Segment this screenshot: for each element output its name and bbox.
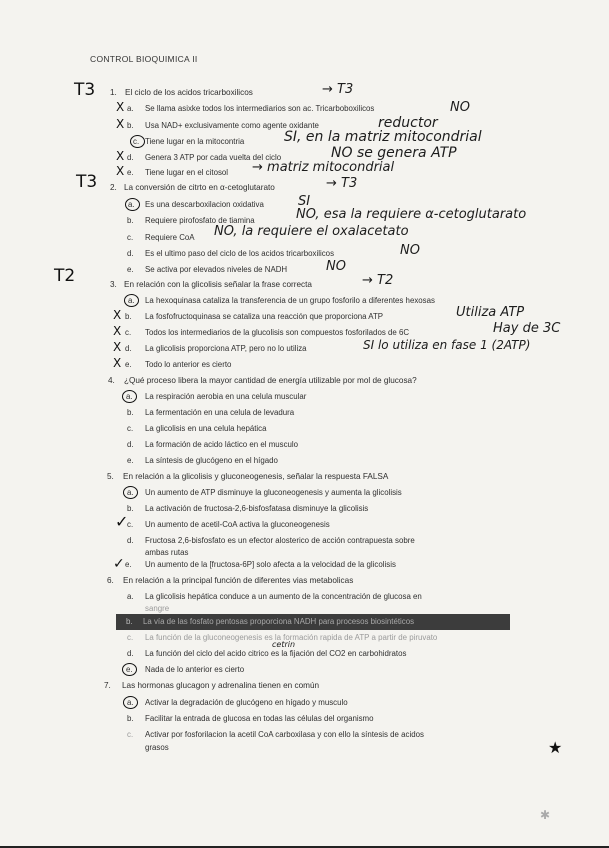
option-text: Nada de lo anterior es cierto	[145, 665, 245, 674]
option-text: La glicolisis proporciona ATP, pero no lo utiliza	[145, 344, 307, 353]
option-letter: e.	[127, 168, 134, 177]
topic-tag-q2: T3	[76, 172, 98, 192]
option-text: La hexoquinasa cataliza la transferencia de un grupo fosforilo a diferentes hexosas	[145, 296, 435, 305]
handwritten-note: → T2	[362, 273, 394, 288]
question-text: En relación con la glicolisis señalar la frase correcta	[124, 280, 312, 289]
option-text: Es el ultimo paso del ciclo de los acidos tricarboxilicos	[145, 249, 335, 258]
option-text: Activar la degradación de glucógeno en hígado y musculo	[145, 698, 348, 707]
star-doodle-faint: ✱	[540, 808, 551, 822]
option-text: Se activa por elevados niveles de NADH	[145, 265, 288, 274]
option-text-continuation: sangre	[145, 604, 170, 613]
option-text: La glicolisis en una celula hepática	[145, 424, 267, 433]
option-letter: d.	[127, 649, 134, 658]
question-text: En relación a la principal función de diferentes vias metabolicas	[123, 576, 354, 585]
option-letter: c.	[127, 730, 134, 739]
option-text: Facilitar la entrada de glucosa en todas las células del organismo	[145, 714, 374, 723]
option-letter: b.	[127, 714, 134, 723]
option-text: Un aumento de acetil-CoA activa la gluconeogenesis	[145, 520, 330, 529]
option-letter: b.	[127, 408, 134, 417]
question-number: 1.	[110, 88, 117, 97]
question-text: Las hormonas glucagon y adrenalina tienen en común	[122, 681, 320, 690]
option-letter: d.	[127, 536, 134, 545]
exam-title: CONTROL BIOQUIMICA II	[90, 54, 198, 64]
cross-mark: X	[116, 164, 125, 178]
option-text: Tiene lugar en la mitocontria	[145, 137, 245, 146]
handwritten-note: cetrin	[272, 640, 296, 649]
star-doodle: ★	[548, 740, 563, 757]
check-mark: ✓	[115, 512, 129, 531]
option-text: Genera 3 ATP por cada vuelta del ciclo	[145, 153, 282, 162]
handwritten-note: NO	[400, 243, 420, 258]
handwritten-note: SI lo utiliza en fase 1 (2ATP)	[363, 338, 531, 352]
option-text: La síntesis de glucógeno en el hígado	[145, 456, 278, 465]
cross-mark: X	[113, 340, 122, 354]
option-text: La activación de fructosa-2,6-bisfosfatasa disminuye la glicolisis	[145, 504, 369, 513]
option-letter: c.	[127, 633, 134, 642]
question-number: 7.	[104, 681, 111, 690]
option-letter: c.	[125, 328, 132, 337]
option-letter: a.	[128, 200, 135, 209]
cross-mark: X	[113, 324, 122, 338]
handwritten-note: Hay de 3C	[493, 321, 561, 336]
question-number: 2.	[110, 183, 117, 192]
question-text: El ciclo de los acidos tricarboxilicos	[125, 88, 253, 97]
handwritten-note: NO, esa la requiere α-cetoglutarato	[296, 207, 527, 222]
option-text: La formación de acido láctico en el musculo	[145, 440, 299, 449]
option-letter: d.	[127, 153, 134, 162]
page-bottom-edge	[0, 846, 609, 848]
handwritten-note: SI, en la matriz mitocondrial	[284, 129, 482, 145]
option-letter: b.	[127, 121, 134, 130]
question-number: 6.	[107, 576, 114, 585]
option-text: Usa NAD+ exclusivamente como agente oxidante	[145, 121, 319, 130]
cross-mark: X	[116, 117, 125, 131]
option-letter: d.	[125, 344, 132, 353]
option-text: Requiere pirofosfato de tiamina	[145, 216, 255, 225]
option-letter: c.	[133, 137, 140, 146]
option-text: La función del ciclo del acido citrico es la fijación del CO2 en carbohidratos	[145, 649, 407, 658]
handwritten-note: NO	[450, 100, 470, 115]
handwritten-note: NO	[326, 259, 346, 274]
option-letter: b.	[125, 312, 132, 321]
option-text: Un aumento de la [fructosa-6P] solo afecta a la velocidad de la glicolisis	[145, 560, 396, 569]
handwritten-note: Utiliza ATP	[456, 305, 525, 320]
question-text: La conversión de citrto en α-cetoglutarato	[124, 183, 275, 192]
option-letter: d.	[127, 440, 134, 449]
cross-mark: X	[113, 356, 122, 370]
option-letter: b.	[127, 216, 134, 225]
option-text: Requiere CoA	[145, 233, 195, 242]
question-number: 5.	[107, 472, 114, 481]
option-text: La fermentación en una celula de levadura	[145, 408, 295, 417]
option-letter: d.	[127, 249, 134, 258]
check-mark: ✓	[113, 556, 125, 572]
option-text: La respiración aerobia en una celula muscular	[145, 392, 307, 401]
handwritten-note: SI	[298, 194, 311, 209]
question-text: ¿Qué proceso libera la mayor cantidad de energía utilizable por mol de glucosa?	[124, 376, 417, 385]
option-letter: b.	[127, 504, 134, 513]
option-letter: a.	[127, 104, 134, 113]
option-letter: b.	[126, 617, 133, 626]
option-text: Se llama asixke todos los intermediarios son ac. Tricarboboxilicos	[145, 104, 375, 113]
handwritten-note: reductor	[378, 115, 438, 131]
handwritten-note: NO, la requiere el oxalacetato	[214, 224, 409, 239]
question-text: En relación a la glicolisis y gluconeogenesis, señalar la respuesta FALSA	[123, 472, 389, 481]
handwritten-note: → matriz mitocondrial	[252, 160, 395, 175]
option-text: Todo lo anterior es cierto	[145, 360, 232, 369]
option-text: Es una descarboxilacion oxidativa	[145, 200, 264, 209]
cross-mark: X	[116, 100, 125, 114]
option-text: Fructosa 2,6-bisfosfato es un efector alosterico de acción contrapuesta sobre	[145, 536, 415, 545]
option-text: Todos los intermediarios de la glucolisis son compuestos fosforilados de 6C	[145, 328, 410, 337]
option-text: Tiene lugar en el citosol	[145, 168, 229, 177]
option-text: Activar por fosforilacion la acetil CoA carboxilasa y con ello la síntesis de acidos	[145, 730, 424, 739]
option-letter: e.	[127, 456, 134, 465]
handwritten-note: NO se genera ATP	[331, 145, 457, 161]
cross-mark: X	[116, 149, 125, 163]
option-letter: a.	[127, 488, 134, 497]
option-letter: a.	[127, 592, 134, 601]
option-text-continuation: grasos	[145, 743, 169, 752]
option-text: La función de la gluconeogenesis es la formación rapida de ATP a partir de piruvato	[145, 633, 438, 642]
handwritten-note: → T3	[326, 176, 358, 191]
handwritten-note: → T3	[322, 82, 354, 97]
option-text: La fosfofructoquinasa se cataliza una reacción que proporciona ATP	[145, 312, 384, 321]
option-text: La glicolisis hepática conduce a un aumento de la concentración de glucosa en	[145, 592, 422, 601]
option-letter: a.	[127, 698, 134, 707]
option-text: Un aumento de ATP disminuye la gluconeogenesis y aumenta la glicolisis	[145, 488, 402, 497]
cross-mark: X	[113, 308, 122, 322]
option-letter: c.	[127, 424, 134, 433]
topic-tag-q3: T2	[54, 266, 76, 286]
option-letter: e.	[126, 665, 133, 674]
option-letter: e.	[125, 360, 132, 369]
option-text-continuation: ambas rutas	[145, 548, 189, 557]
option-text: La vía de las fosfato pentosas proporciona NADH para procesos biosintéticos	[143, 617, 415, 626]
question-number: 4.	[108, 376, 115, 385]
topic-tag-q1: T3	[74, 80, 96, 100]
option-letter: a.	[126, 392, 133, 401]
option-letter: a.	[128, 296, 135, 305]
option-letter: e.	[125, 560, 132, 569]
option-letter: e.	[127, 265, 134, 274]
question-number: 3.	[110, 280, 117, 289]
option-letter: c.	[127, 520, 134, 529]
option-letter: c.	[127, 233, 134, 242]
